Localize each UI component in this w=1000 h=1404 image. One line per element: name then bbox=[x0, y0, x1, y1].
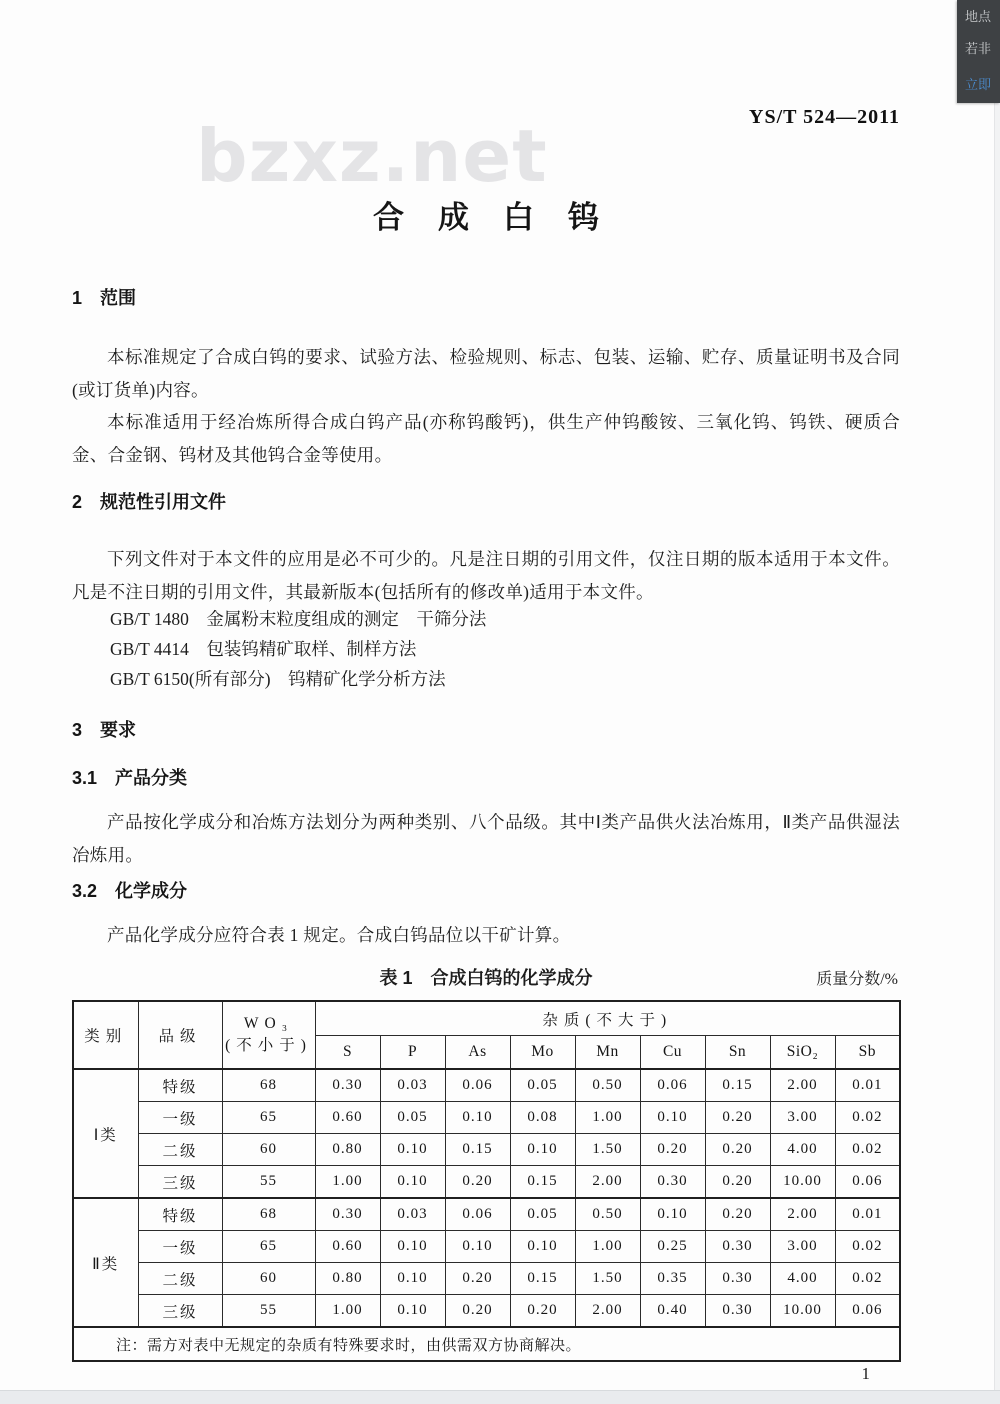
header-element: Cu bbox=[640, 1036, 705, 1070]
impurity-value-cell: 0.20 bbox=[705, 1134, 770, 1166]
table-caption-row bbox=[72, 964, 900, 990]
impurity-value-cell: 4.00 bbox=[770, 1134, 835, 1166]
impurity-value-cell: 0.06 bbox=[445, 1198, 510, 1231]
impurity-value-cell: 0.10 bbox=[640, 1198, 705, 1231]
section-heading-chemical-composition: 3.2 化学成分 bbox=[72, 881, 188, 901]
grade-cell: 二级 bbox=[138, 1263, 222, 1295]
impurity-value-cell: 0.80 bbox=[315, 1263, 380, 1295]
wo3-value-cell: 65 bbox=[222, 1102, 315, 1134]
impurity-value-cell: 1.00 bbox=[315, 1166, 380, 1199]
impurity-value-cell: 0.30 bbox=[705, 1231, 770, 1263]
impurity-value-cell: 1.00 bbox=[315, 1295, 380, 1328]
reference-item: GB/T 1480 金属粉末粒度组成的测定 干筛分法 bbox=[110, 609, 487, 629]
wo3-value-cell: 68 bbox=[222, 1069, 315, 1102]
impurity-value-cell: 2.00 bbox=[770, 1069, 835, 1102]
standard-number: YS/T 524—2011 bbox=[749, 106, 900, 128]
page-number: 1 bbox=[861, 1364, 870, 1383]
impurity-value-cell: 0.02 bbox=[835, 1263, 900, 1295]
paragraph-chemical-composition: 产品化学成分应符合表 1 规定。合成白钨品位以干矿计算。 bbox=[107, 925, 571, 945]
grade-cell: 二级 bbox=[138, 1134, 222, 1166]
impurity-value-cell: 0.20 bbox=[705, 1198, 770, 1231]
impurity-value-cell: 10.00 bbox=[770, 1166, 835, 1199]
header-element: Mo bbox=[510, 1036, 575, 1070]
header-element: As bbox=[445, 1036, 510, 1070]
impurity-value-cell: 0.30 bbox=[315, 1069, 380, 1102]
overlay-link[interactable]: 立即 bbox=[965, 77, 992, 92]
header-element: SiO₂ bbox=[770, 1036, 835, 1070]
impurity-value-cell: 0.20 bbox=[445, 1295, 510, 1328]
impurity-value-cell: 1.00 bbox=[575, 1102, 640, 1134]
wo3-value-cell: 60 bbox=[222, 1263, 315, 1295]
header-wo3-symbol: WO₃ bbox=[243, 1015, 294, 1032]
impurity-value-cell: 0.10 bbox=[510, 1231, 575, 1263]
impurity-value-cell: 0.50 bbox=[575, 1198, 640, 1231]
header-wo3-condition: (不小于) bbox=[225, 1037, 312, 1054]
header-wo3 bbox=[222, 1001, 315, 1069]
header-impurities: 杂质(不大于) bbox=[315, 1001, 900, 1036]
header-element: S bbox=[315, 1036, 380, 1070]
impurity-value-cell: 0.30 bbox=[315, 1198, 380, 1231]
header-element: Sn bbox=[705, 1036, 770, 1070]
impurity-value-cell: 0.30 bbox=[705, 1263, 770, 1295]
table-row bbox=[73, 1295, 900, 1328]
impurity-value-cell: 0.05 bbox=[380, 1102, 445, 1134]
impurity-value-cell: 0.20 bbox=[705, 1166, 770, 1199]
section-heading-classification: 3.1 产品分类 bbox=[72, 768, 188, 788]
impurity-value-cell: 0.10 bbox=[380, 1295, 445, 1328]
impurity-value-cell: 0.20 bbox=[510, 1295, 575, 1328]
table-body bbox=[73, 1069, 900, 1327]
category-cell: Ⅱ类 bbox=[73, 1198, 138, 1327]
impurity-value-cell: 0.10 bbox=[380, 1263, 445, 1295]
document-title: 合成白钨 bbox=[373, 200, 633, 235]
paragraph-normative-refs: 下列文件对于本文件的应用是必不可少的。凡是注日期的引用文件，仅注日期的版本适用于本文件。凡是不注日期的引用文件，其最新版本(包括所有的修改单)适用于本文件。 bbox=[72, 549, 900, 602]
impurity-value-cell: 0.10 bbox=[640, 1102, 705, 1134]
table-unit-label: 质量分数/% bbox=[816, 971, 898, 988]
impurity-value-cell: 0.06 bbox=[835, 1166, 900, 1199]
table-row bbox=[73, 1198, 900, 1231]
impurity-value-cell: 0.10 bbox=[380, 1134, 445, 1166]
table-caption: 表 1 合成白钨的化学成分 bbox=[379, 968, 593, 988]
impurity-value-cell: 0.02 bbox=[835, 1134, 900, 1166]
impurity-value-cell: 0.10 bbox=[380, 1166, 445, 1199]
grade-cell: 一级 bbox=[138, 1102, 222, 1134]
browser-notification-overlay bbox=[957, 0, 1000, 103]
paragraph-classification: 产品按化学成分和冶炼方法划分为两种类别、八个品级。其中Ⅰ类产品供火法冶炼用，Ⅱ类产品供湿法冶炼用。 bbox=[72, 812, 900, 865]
impurity-value-cell: 10.00 bbox=[770, 1295, 835, 1328]
header-element: P bbox=[380, 1036, 445, 1070]
impurity-value-cell: 0.30 bbox=[705, 1295, 770, 1328]
table-note: 注：需方对表中无规定的杂质有特殊要求时，由供需双方协商解决。 bbox=[73, 1327, 900, 1361]
impurity-value-cell: 2.00 bbox=[575, 1166, 640, 1199]
overlay-text: 若非 bbox=[965, 41, 992, 56]
header-category: 类别 bbox=[73, 1001, 138, 1069]
paragraph-scope-2: 本标准适用于经冶炼所得合成白钨产品(亦称钨酸钙)，供生产仲钨酸铵、三氧化钨、钨铁、硬质合金、合金钢、钨材及其他钨合金等使用。 bbox=[72, 412, 900, 465]
impurity-value-cell: 3.00 bbox=[770, 1102, 835, 1134]
paragraph-scope-1: 本标准规定了合成白钨的要求、试验方法、检验规则、标志、包装、运输、贮存、质量证明书及合同(或订货单)内容。 bbox=[72, 347, 900, 400]
impurity-value-cell: 3.00 bbox=[770, 1231, 835, 1263]
wo3-value-cell: 55 bbox=[222, 1166, 315, 1199]
grade-cell: 一级 bbox=[138, 1231, 222, 1263]
wo3-value-cell: 65 bbox=[222, 1231, 315, 1263]
impurity-value-cell: 1.00 bbox=[575, 1231, 640, 1263]
impurity-value-cell: 0.10 bbox=[510, 1134, 575, 1166]
impurity-value-cell: 0.06 bbox=[445, 1069, 510, 1102]
impurity-value-cell: 0.60 bbox=[315, 1231, 380, 1263]
section-heading-requirements: 3 要求 bbox=[72, 720, 137, 740]
impurity-value-cell: 0.15 bbox=[705, 1069, 770, 1102]
page-edge-right bbox=[994, 103, 1000, 1390]
impurity-value-cell: 0.02 bbox=[835, 1231, 900, 1263]
overlay-text: 地点 bbox=[965, 9, 992, 24]
impurity-value-cell: 4.00 bbox=[770, 1263, 835, 1295]
category-cell: Ⅰ类 bbox=[73, 1069, 138, 1198]
impurity-value-cell: 0.10 bbox=[445, 1102, 510, 1134]
wo3-value-cell: 55 bbox=[222, 1295, 315, 1328]
header-element: Sb bbox=[835, 1036, 900, 1070]
chemical-composition-table bbox=[72, 1000, 901, 1362]
header-element: Mn bbox=[575, 1036, 640, 1070]
impurity-value-cell: 0.10 bbox=[380, 1231, 445, 1263]
impurity-value-cell: 0.25 bbox=[640, 1231, 705, 1263]
impurity-value-cell: 2.00 bbox=[770, 1198, 835, 1231]
impurity-value-cell: 0.40 bbox=[640, 1295, 705, 1328]
impurity-value-cell: 0.15 bbox=[510, 1263, 575, 1295]
table-row bbox=[73, 1166, 900, 1199]
grade-cell: 特级 bbox=[138, 1198, 222, 1231]
impurity-value-cell: 0.03 bbox=[380, 1198, 445, 1231]
impurity-value-cell: 0.06 bbox=[640, 1069, 705, 1102]
section-heading-scope: 1 范围 bbox=[72, 288, 137, 308]
impurity-value-cell: 0.05 bbox=[510, 1198, 575, 1231]
impurity-value-cell: 0.03 bbox=[380, 1069, 445, 1102]
reference-list bbox=[72, 604, 900, 694]
table-row bbox=[73, 1102, 900, 1134]
impurity-value-cell: 0.60 bbox=[315, 1102, 380, 1134]
grade-cell: 三级 bbox=[138, 1166, 222, 1199]
wo3-value-cell: 68 bbox=[222, 1198, 315, 1231]
table-row bbox=[73, 1069, 900, 1102]
grade-cell: 三级 bbox=[138, 1295, 222, 1328]
impurity-value-cell: 0.10 bbox=[445, 1231, 510, 1263]
impurity-value-cell: 1.50 bbox=[575, 1263, 640, 1295]
table-row bbox=[73, 1231, 900, 1263]
header-grade: 品级 bbox=[138, 1001, 222, 1069]
impurity-value-cell: 0.01 bbox=[835, 1198, 900, 1231]
impurity-value-cell: 0.20 bbox=[445, 1166, 510, 1199]
impurity-value-cell: 0.15 bbox=[445, 1134, 510, 1166]
impurity-value-cell: 0.08 bbox=[510, 1102, 575, 1134]
grade-cell: 特级 bbox=[138, 1069, 222, 1102]
impurity-value-cell: 0.30 bbox=[640, 1166, 705, 1199]
impurity-value-cell: 0.50 bbox=[575, 1069, 640, 1102]
wo3-value-cell: 60 bbox=[222, 1134, 315, 1166]
page-edge-bottom bbox=[0, 1390, 1000, 1404]
impurity-value-cell: 0.01 bbox=[835, 1069, 900, 1102]
impurity-value-cell: 0.80 bbox=[315, 1134, 380, 1166]
table-row bbox=[73, 1134, 900, 1166]
impurity-value-cell: 0.06 bbox=[835, 1295, 900, 1328]
impurity-value-cell: 2.00 bbox=[575, 1295, 640, 1328]
reference-item: GB/T 4414 包装钨精矿取样、制样方法 bbox=[110, 639, 417, 659]
impurity-value-cell: 0.20 bbox=[640, 1134, 705, 1166]
watermark: bzxz.net bbox=[196, 114, 548, 198]
table-row bbox=[73, 1263, 900, 1295]
impurity-value-cell: 1.50 bbox=[575, 1134, 640, 1166]
impurity-value-cell: 0.35 bbox=[640, 1263, 705, 1295]
impurity-value-cell: 0.20 bbox=[445, 1263, 510, 1295]
impurity-value-cell: 0.20 bbox=[705, 1102, 770, 1134]
impurity-value-cell: 0.02 bbox=[835, 1102, 900, 1134]
section-heading-normative-refs: 2 规范性引用文件 bbox=[72, 492, 227, 512]
impurity-value-cell: 0.05 bbox=[510, 1069, 575, 1102]
impurity-value-cell: 0.15 bbox=[510, 1166, 575, 1199]
reference-item: GB/T 6150(所有部分) 钨精矿化学分析方法 bbox=[110, 669, 446, 689]
